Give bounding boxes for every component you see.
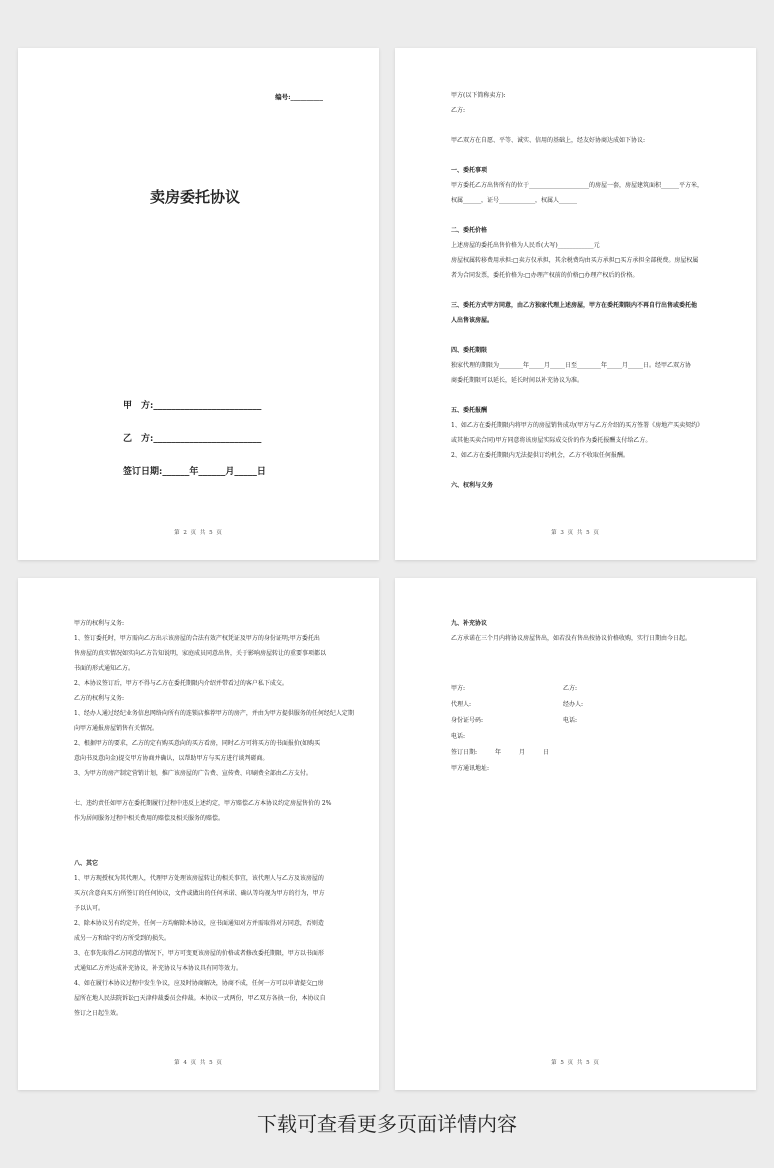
contract-number-label: 编号:__________ (275, 93, 323, 101)
body-line (74, 841, 339, 856)
body-line: 或其他买卖合同)甲方同意将该房屋实际成交价的作为委托报酬支付给乙方。 (451, 437, 652, 444)
body-line (451, 463, 716, 478)
signature-tel-b: 电话: (563, 717, 578, 724)
contract-page-5 (395, 578, 756, 1090)
body-line: 权属______，证号____________，权属人______ (451, 197, 578, 204)
page-4-body (74, 616, 354, 1021)
body-line: 1、经办人通过经纪业务信息网络向所有的连锁店推荐甲方的房产，并由为甲方提供服务的任何经纪人定期 (74, 710, 354, 717)
signature-agent-b: 经办人: (563, 701, 584, 708)
body-line: 2、根据甲方的要求，乙方的定有购买意向的买方看房，同时乙方可将买方的书面报价(如购买 (74, 740, 321, 747)
sign-date-field: 签订日期:______年______月_____日 (123, 467, 266, 477)
page-5-body (451, 616, 716, 646)
section-heading: 五、委托报酬 (451, 407, 488, 414)
body-line (451, 283, 716, 298)
body-line: 作为居间服务过程中相关费用的赔偿及相关服务的赔偿。 (74, 815, 225, 822)
body-line: 七、违约责任如甲方在委托期履行过程中违反上述约定，甲方赔偿乙方本协议约定房屋售价的 2% (74, 800, 332, 807)
page-3-body (451, 88, 716, 493)
body-line: 房屋权属转移费用承担:□卖方仅承担，其余税费均由买方承担□买方承担全部税费。房屋权属 (451, 257, 699, 264)
body-line: 向甲方通报房屋销售有关情况。 (74, 725, 159, 732)
contract-page-3 (395, 48, 756, 560)
signature-agent-a: 代理人: (451, 701, 472, 708)
body-line: 签订之日起生效。 (74, 1010, 123, 1017)
body-line: 屋所在地人民法院诉讼□天津仲裁委员会仲裁。本协议一式两份，甲乙双方各执一份，本协议自 (74, 995, 326, 1002)
body-line: 4、如在履行本协议过程中发生争议，应及时协商解决，协商不成，任何一方可以申请提交□房 (74, 980, 324, 987)
section-heading: 八、其它 (74, 860, 99, 867)
document-title: 卖房委托协议 (150, 188, 241, 206)
section-heading: 三、委托方式甲方同意，由乙方独家代理上述房屋，甲方在委托期限内不再自行出售或委托他 (451, 302, 698, 309)
contract-page-4 (18, 578, 379, 1090)
supplement-text: 乙方承诺在三个月内将协议房屋售出，如若没有售出按协议价格收购，实行日期由今日起。 (451, 635, 692, 642)
supplement-heading: 九、补充协议 (451, 620, 488, 627)
body-line: 2、除本协议另有约定外，任何一方均解除本协议，应书面通知对方并需取得对方同意，否则造 (74, 920, 324, 927)
body-line: 1、甲方现授权为其代理人，代理甲方处理该房屋转让的相关事宜，该代理人与乙方及该房屋的 (74, 875, 324, 882)
signature-id-number: 身份证号码: (451, 717, 484, 724)
body-line: 2、如乙方在委托期限内无法提供订约机会，乙方不收取任何报酬。 (451, 452, 629, 459)
body-line (451, 118, 716, 133)
body-line: 乙方: (451, 107, 466, 114)
signature-sign-date: 签订日期: 年 月 日 (451, 749, 550, 756)
body-line: 成另一方和给守约方所受到的损失。 (74, 935, 171, 942)
section-heading: 六、权利与义务 (451, 482, 494, 489)
signature-party-b: 乙方: (563, 685, 578, 692)
page-number: 第 4 页 共 5 页 (174, 1060, 223, 1066)
body-line: 者为合同发票，委托价格为:□办理产权前的价格□办理产权后的价格。 (451, 272, 639, 279)
body-line: 甲方的权利与义务: (74, 620, 125, 627)
body-line: 商委托期限可以延长，延长时间以补充协议为准。 (451, 377, 584, 384)
section-heading: 一、委托事项 (451, 167, 488, 174)
page-number: 第 5 页 共 5 页 (551, 1060, 600, 1066)
download-caption: 下载可查看更多页面详情内容 (257, 1112, 517, 1136)
body-line: 甲乙双方在自愿、平等、诚实、信用的基础上，经友好协商达成如下协议: (451, 137, 646, 144)
signature-tel-a: 电话: (451, 733, 466, 740)
contract-cover-page (18, 48, 379, 560)
section-heading: 二、委托价格 (451, 227, 488, 234)
page-number: 第 3 页 共 5 页 (551, 530, 600, 536)
body-line (451, 388, 716, 403)
page-number: 第 2 页 共 5 页 (174, 530, 223, 536)
body-line: 予以认可。 (74, 905, 105, 912)
body-line: 售房屋的真实情况如实向乙方告知说明，家庭成员同意出售，关于影响房屋转让的重要事项都以 (74, 650, 327, 657)
body-line: 1、签订委托时，甲方需向乙方出示该房屋的合法有效产权凭证及甲方的身份证明;甲方委托出 (74, 635, 320, 642)
section-heading: 人出售该房屋。 (451, 317, 494, 324)
signature-party-a: 甲方: (451, 685, 466, 692)
body-line: 买方(含意向买方)所签订的任何协议，文件或做出的任何承诺、确认等均视为甲方的行为，甲方 (74, 890, 325, 897)
body-line: 上述房屋的委托出售价格为人民币(大写)____________元 (451, 242, 600, 249)
body-line (74, 826, 339, 841)
body-line (451, 148, 716, 163)
body-line: 3、为甲方的房产制定营销计划，推广该房屋的广告费、宣传费、印刷费全部由乙方支付。 (74, 770, 312, 777)
body-line: 意向书及意向金)提交甲方协商并确认，以帮助甲方与买方进行谈判磋商。 (74, 755, 269, 762)
body-line: 乙方的权利与义务: (74, 695, 125, 702)
body-line: 甲方(以下简称卖方): (451, 92, 506, 99)
body-line: 3、在事先取得乙方同意的情况下，甲方可变更该房屋的价格或者修改委托期限，甲方以书面形 (74, 950, 324, 957)
body-line: 1、如乙方在委托期限内将甲方的房屋销售成功(甲方与乙方介绍的买方签署《房地产买卖契约》 (451, 422, 704, 429)
body-line: 甲方委托乙方出售所有的位于____________________的房屋一套，房屋建筑面积______平方米， (451, 182, 704, 189)
body-line (74, 781, 339, 796)
body-line: 书面的形式通知乙方。 (74, 665, 135, 672)
party-b-field: 乙 方:________________________ (123, 434, 262, 444)
body-line: 式通知乙方并达成补充协议，补充协议与本协议具有同等效力。 (74, 965, 243, 972)
body-line (451, 328, 716, 343)
party-a-field: 甲 方:________________________ (123, 401, 262, 411)
body-line: 2、本协议签订后，甲方不得与乙方在委托期限内介绍并带看过的客户私下成交。 (74, 680, 288, 687)
section-heading: 四、委托期限 (451, 347, 488, 354)
body-line: 独家代理的期限为________年_____月_____日至________年_____月_____日。经甲乙双方协 (451, 362, 692, 369)
signature-address: 甲方通讯地址: (451, 765, 490, 772)
body-line (451, 208, 716, 223)
